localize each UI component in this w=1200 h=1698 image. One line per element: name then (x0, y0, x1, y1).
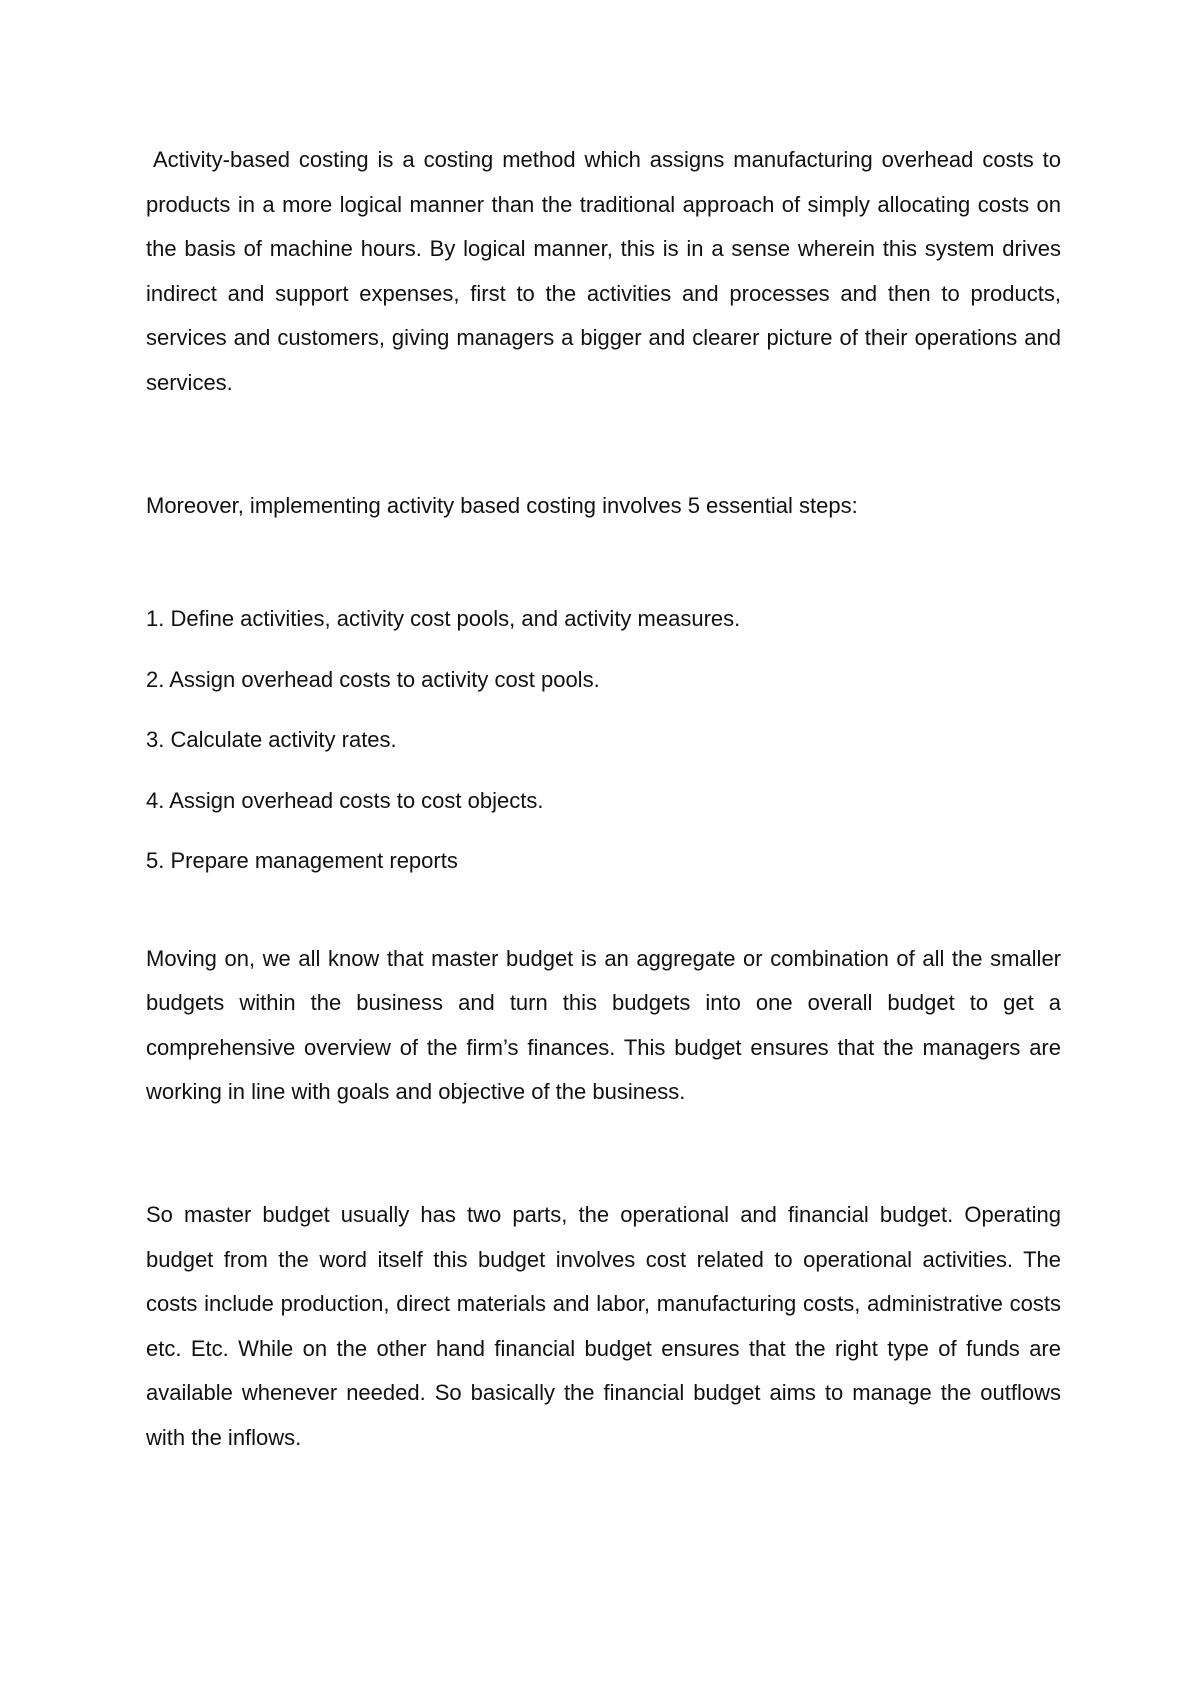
paragraph-activity-based-costing: Activity-based costing is a costing method which assigns manufacturing overhead costs to products in a more logical manner than the traditional approach of simply allocating costs on the basis of machine hours. By logical manner, this is in a sense wherein this system drives indirect and support expenses, first to the activities and processes and then to products, services and customers, giving managers a bigger and clearer picture of their operations and services. (146, 147, 1061, 395)
paragraph-budget-parts: So master budget usually has two parts, the operational and financial budget. Operating budget from the word itself this budget involves cost related to operational activities. The costs include production, direct materials and labor, manufacturing costs, administrative costs etc. Etc. While on the other hand financial budget ensures that the right type of funds are available whenever needed. So basically the financial budget aims to manage the outflows with the inflows. (146, 1202, 1061, 1450)
document-body (146, 138, 1061, 1461)
paragraph-steps-intro: Moreover, implementing activity based costing involves 5 essential steps: (146, 492, 858, 518)
spacer (146, 528, 1061, 604)
paragraph-master-budget: Moving on, we all know that master budget is an aggregate or combination of all the smaller budgets within the business and turn this budgets into one overall budget to get a comprehensive overview of the firm’s finances. This budget ensures that the managers are working in line with goals and objective of the business. (146, 945, 1061, 1105)
step-item-3: 3. Calculate activity rates. (146, 727, 397, 753)
step-item-5: 5. Prepare management reports (146, 848, 458, 874)
step-item-1: 1. Define activities, activity cost pools, and activity measures. (146, 606, 741, 632)
step-item-2: 2. Assign overhead costs to activity cost pools. (146, 666, 600, 692)
spacer (146, 1115, 1061, 1193)
steps-list (146, 604, 1061, 876)
step-item-4: 4. Assign overhead costs to cost objects. (146, 787, 544, 813)
spacer (146, 406, 1061, 484)
spacer (146, 907, 1061, 937)
